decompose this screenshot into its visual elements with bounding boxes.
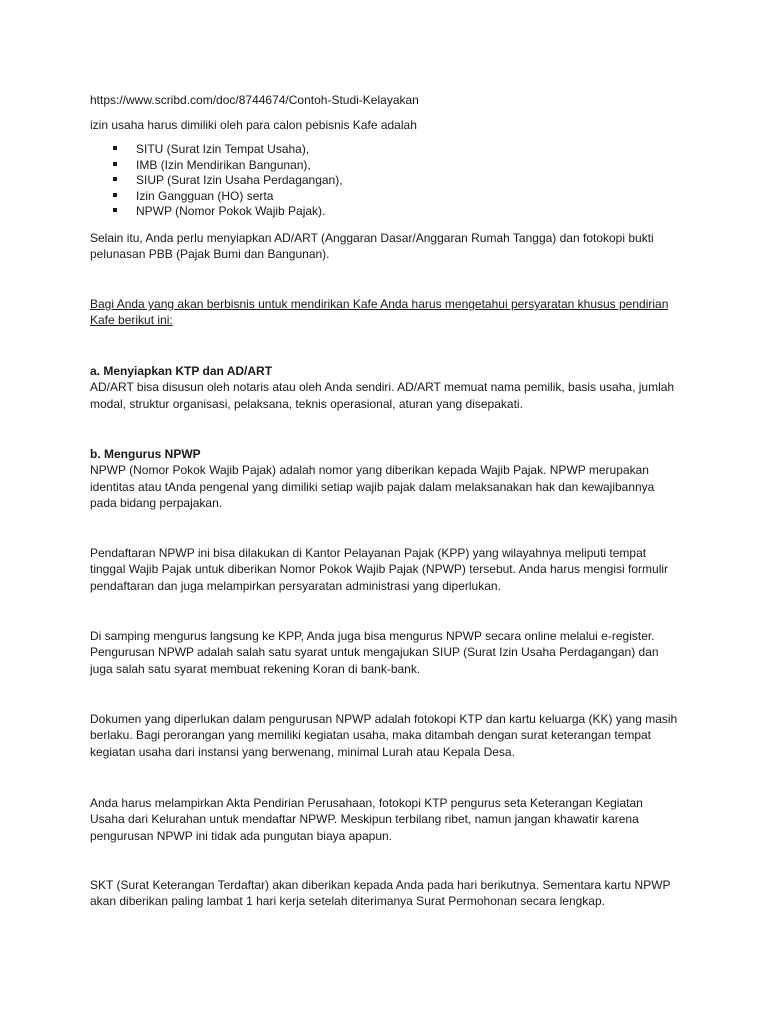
text-line: Pengurusan NPWP adalah salah satu syarat untuk mengajukan SIUP (Surat Izin Usaha Perdagangan) dan [90, 645, 659, 660]
intro-text: izin usaha harus dimiliki oleh para calon pebisnis Kafe adalah [90, 118, 417, 132]
paragraph-skt [90, 877, 690, 910]
text-line: Pendaftaran NPWP ini bisa dilakukan di Kantor Pelayanan Pajak (KPP) yang wilayahnya meliputi tempat [90, 546, 647, 560]
text-line: pelunasan PBB (Pajak Bumi dan Bangunan). [90, 247, 330, 262]
document-page [90, 0, 690, 1024]
text-line: tinggal Wajib Pajak untuk diberikan Nomor Pokok Wajib Pajak (NPWP) tersebut. Anda harus mengisi formulir [90, 562, 669, 577]
text-line: akan diberikan paling lambat 1 hari kerja setelah diterimanya Surat Permohonan secara lengkap. [90, 894, 605, 909]
text-line: AD/ART bisa disusun oleh notaris atau oleh Anda sendiri. AD/ART memuat nama pemilik, basis usaha, jumlah [90, 380, 675, 395]
text-line: kegiatan usaha dari instansi yang berwenang, minimal Lurah atau Kepala Desa. [90, 744, 515, 759]
text-line: Selain itu, Anda perlu menyiapkan AD/ART (Anggaran Dasar/Anggaran Rumah Tangga) dan fotokopi bukti [90, 231, 654, 245]
bullet-icon [113, 177, 117, 181]
list-item: Izin Gangguan (HO) serta [90, 188, 343, 204]
text-line: Anda harus melampirkan Akta Pendirian Perusahaan, fotokopi KTP pengurus seta Keterangan Kegiatan [90, 796, 643, 810]
section-b [90, 446, 690, 511]
text-line: Dokumen yang diperlukan dalam pengurusan NPWP adalah fotokopi KTP dan kartu keluarga (KK) yang masih [90, 712, 678, 726]
section-a [90, 363, 690, 412]
text-line: berlaku. Bagi perorangan yang memiliki kegiatan usaha, maka ditambah dengan surat keterangan tempat [90, 728, 652, 743]
text-line: Kafe berikut ini: [90, 313, 173, 328]
text-line: Di samping mengurus langsung ke KPP, Anda juga bisa mengurus NPWP secara online melalui e-register. [90, 629, 655, 643]
text-line: pendaftaran dan juga melampirkan persyaratan administrasi yang diperlukan. [90, 578, 501, 593]
bullet-icon [113, 146, 117, 150]
paragraph-documents [90, 711, 690, 760]
list-item: SITU (Surat Izin Tempat Usaha), [90, 141, 343, 157]
list-item: NPWP (Nomor Pokok Wajib Pajak). [90, 203, 343, 219]
bullet-icon [113, 193, 117, 197]
paragraph-online [90, 628, 690, 677]
text-line: modal, struktur organisasi, pelaksana, teknis operasional, aturan yang disepakati. [90, 396, 523, 411]
paragraph-attachments [90, 795, 690, 844]
section-heading: a. Menyiapkan KTP dan AD/ART [90, 364, 273, 378]
text-line: Bagi Anda yang akan berbisnis untuk mendirikan Kafe Anda harus mengetahui persyaratan khusus pendirian [90, 297, 669, 311]
text-line: SKT (Surat Keterangan Terdaftar) akan diberikan kepada Anda pada hari berikutnya. Sementara kartu NPWP [90, 878, 671, 892]
list-item: IMB (Izin Mendirikan Bangunan), [90, 157, 343, 173]
section-heading: b. Mengurus NPWP [90, 447, 201, 461]
requirements-intro [90, 296, 690, 329]
text-line: Usaha dari Kelurahan untuk mendaftar NPWP. Meskipun terbilang ribet, namun jangan khawatir karena [90, 812, 639, 827]
permit-list [90, 141, 343, 219]
paragraph-registration [90, 545, 690, 594]
additional-docs-paragraph [90, 230, 690, 263]
source-url: https://www.scribd.com/doc/8744674/Contoh-Studi-Kelayakan [90, 93, 419, 107]
bullet-icon [113, 208, 117, 212]
text-line: identitas atau tAnda pengenal yang dimiliki setiap wajib pajak dalam melaksanakan hak dan kewajibannya [90, 479, 655, 494]
text-line: pengurusan NPWP ini tidak ada pungutan biaya apapun. [90, 828, 392, 843]
text-line: juga salah satu syarat membuat rekening Koran di bank-bank. [90, 661, 421, 676]
bullet-icon [113, 162, 117, 166]
text-line: pada bidang perpajakan. [90, 495, 223, 510]
list-item: SIUP (Surat Izin Usaha Perdagangan), [90, 172, 343, 188]
text-line: NPWP (Nomor Pokok Wajib Pajak) adalah nomor yang diberikan kepada Wajib Pajak. NPWP merupakan [90, 463, 649, 478]
